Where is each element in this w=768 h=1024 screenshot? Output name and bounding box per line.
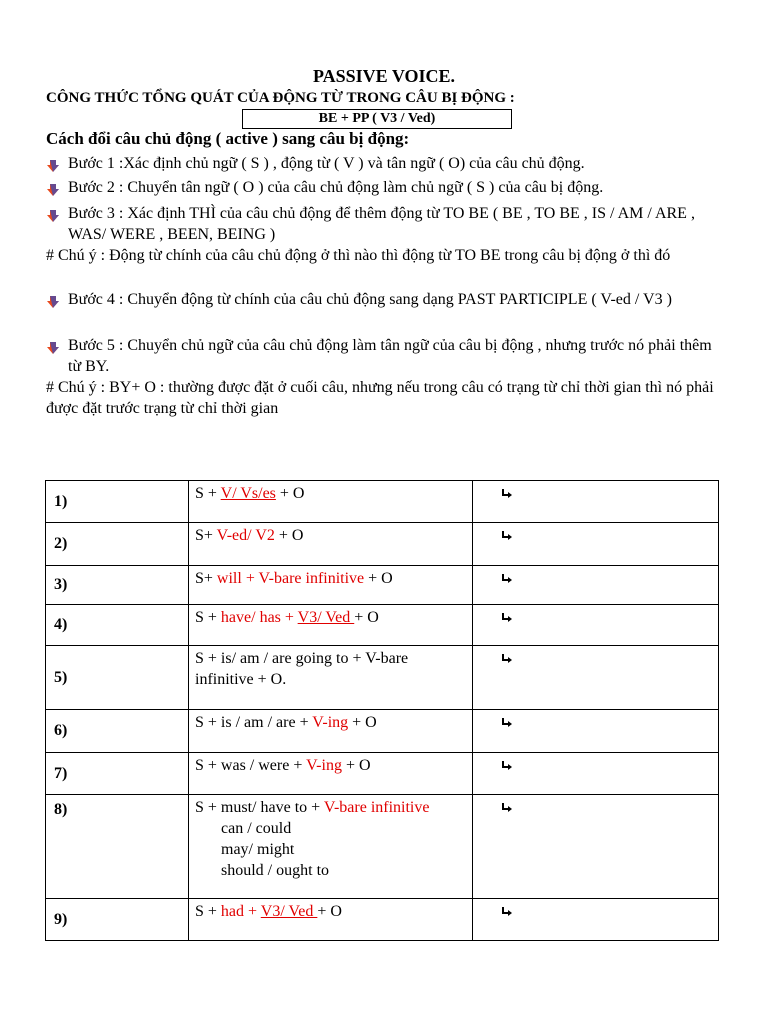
formula-heading: CÔNG THỨC TỔNG QUÁT CỦA ĐỘNG TỪ TRONG CÂU BỊ ĐỘNG : xyxy=(46,90,515,106)
formula-text: + O xyxy=(354,609,379,626)
formula-text: S+ xyxy=(195,527,217,544)
row-number: 8) xyxy=(46,795,189,899)
row-number: 9) xyxy=(46,899,189,941)
formula-highlight: V/ Vs/es xyxy=(220,485,276,502)
step-text: Bước 5 : Chuyển chủ ngữ của câu chủ động làm tân ngữ của câu bị động , nhưng trước nó phải thêm từ BY. xyxy=(68,337,712,375)
formula-text: + O xyxy=(275,485,305,502)
note-2: # Chú ý : BY+ O : thường được đặt ở cuối câu, nhưng nếu trong câu có trạng từ chỉ thời gian thì nó phải được đặt trước trạng từ chỉ thời gian xyxy=(46,379,714,417)
formula-highlight: will + V-bare infinitive xyxy=(216,570,365,587)
table-row xyxy=(46,646,719,710)
active-formula: S + is/ am / are going to + V-bare infinitive + O. xyxy=(189,646,473,710)
formula-highlight: V3/ Ved xyxy=(260,903,318,920)
note-1: # Chú ý : Động từ chính của câu chủ động ở thì nào thì động từ TO BE trong câu bị động ở thì đó xyxy=(46,247,671,264)
formula-highlight: V3/ Ved xyxy=(297,609,355,626)
table-row xyxy=(46,523,719,566)
formula-text: + O xyxy=(341,757,371,774)
formula-highlight: V-ing xyxy=(306,757,342,774)
active-formula xyxy=(189,899,473,941)
bullet-arrow-icon xyxy=(46,183,60,197)
bullet-arrow-icon xyxy=(46,209,60,223)
formula-box: BE + PP ( V3 / Ved) xyxy=(242,109,512,129)
table-row xyxy=(46,753,719,795)
formula-highlight: have/ has + xyxy=(220,609,298,626)
formula-text: S + is / am / are + xyxy=(195,714,313,731)
formula-highlight: had + xyxy=(220,903,261,920)
answer-cell[interactable] xyxy=(473,481,719,523)
answer-cell[interactable] xyxy=(473,899,719,941)
method-heading: Cách đổi câu chủ động ( active ) sang câu bị động: xyxy=(46,129,410,148)
step-3 xyxy=(46,203,726,245)
corner-arrow-icon xyxy=(501,802,513,814)
formula-text: + O xyxy=(364,570,393,587)
corner-arrow-icon xyxy=(501,653,513,665)
modal-line: should / ought to xyxy=(221,862,330,879)
answer-cell[interactable] xyxy=(473,710,719,753)
page-title: PASSIVE VOICE. xyxy=(312,66,455,86)
step-4 xyxy=(46,289,726,310)
table-row xyxy=(46,481,719,523)
active-formula xyxy=(189,605,473,646)
formula-text: + O xyxy=(274,527,304,544)
formula-text: S + xyxy=(195,485,221,502)
table-row xyxy=(46,605,719,646)
step-5 xyxy=(46,335,726,377)
step-text: Bước 1 :Xác định chủ ngữ ( S ) , động từ ( V ) và tân ngữ ( O) của câu chủ động. xyxy=(68,155,585,172)
step-text: Bước 2 : Chuyển tân ngữ ( O ) của câu chủ động làm chủ ngữ ( S ) của câu bị động. xyxy=(68,179,604,196)
table-row xyxy=(46,710,719,753)
corner-arrow-icon xyxy=(501,530,513,542)
answer-cell[interactable] xyxy=(473,646,719,710)
formula-text: + O xyxy=(317,903,342,920)
modal-line: can / could xyxy=(221,820,292,837)
bullet-arrow-icon xyxy=(46,159,60,173)
formula-text: S+ xyxy=(195,570,217,587)
corner-arrow-icon xyxy=(501,612,513,624)
row-number: 3) xyxy=(46,566,189,605)
step-2 xyxy=(46,177,726,198)
corner-arrow-icon xyxy=(501,760,513,772)
formula-table xyxy=(45,480,719,941)
row-number: 7) xyxy=(46,753,189,795)
row-number: 6) xyxy=(46,710,189,753)
active-formula xyxy=(189,710,473,753)
corner-arrow-icon xyxy=(501,717,513,729)
active-formula xyxy=(189,753,473,795)
corner-arrow-icon xyxy=(501,573,513,585)
table-row xyxy=(46,899,719,941)
bullet-arrow-icon xyxy=(46,295,60,309)
formula-text: S + xyxy=(195,609,221,626)
active-formula xyxy=(189,481,473,523)
formula-text: S + was / were + xyxy=(195,757,307,774)
answer-cell[interactable] xyxy=(473,566,719,605)
table-row xyxy=(46,566,719,605)
formula-highlight: V-ing xyxy=(312,714,349,731)
formula-text: S + xyxy=(195,903,221,920)
formula-highlight: V-bare infinitive xyxy=(323,799,430,816)
step-text: Bước 3 : Xác định THÌ của câu chủ động để thêm động từ TO BE ( BE , TO BE , IS / AM / ARE , WAS/ WERE , BEEN, BEING ) xyxy=(68,205,695,243)
row-number: 5) xyxy=(46,646,189,710)
active-formula xyxy=(189,566,473,605)
row-number: 4) xyxy=(46,605,189,646)
bullet-arrow-icon xyxy=(46,341,60,355)
answer-cell[interactable] xyxy=(473,753,719,795)
formula-text: + O xyxy=(348,714,377,731)
answer-cell[interactable] xyxy=(473,795,719,899)
active-formula xyxy=(189,795,473,899)
row-number: 2) xyxy=(46,523,189,566)
row-number: 1) xyxy=(46,481,189,523)
step-text: Bước 4 : Chuyển động từ chính của câu chủ động sang dạng PAST PARTICIPLE ( V-ed / V3 ) xyxy=(68,291,672,308)
formula-text: S + must/ have to + xyxy=(195,799,324,816)
active-formula xyxy=(189,523,473,566)
formula-highlight: V-ed/ V2 xyxy=(216,527,275,544)
step-1 xyxy=(46,153,726,174)
corner-arrow-icon xyxy=(501,488,513,500)
answer-cell[interactable] xyxy=(473,605,719,646)
table-row xyxy=(46,795,719,899)
corner-arrow-icon xyxy=(501,906,513,918)
modal-line: may/ might xyxy=(221,841,295,858)
answer-cell[interactable] xyxy=(473,523,719,566)
